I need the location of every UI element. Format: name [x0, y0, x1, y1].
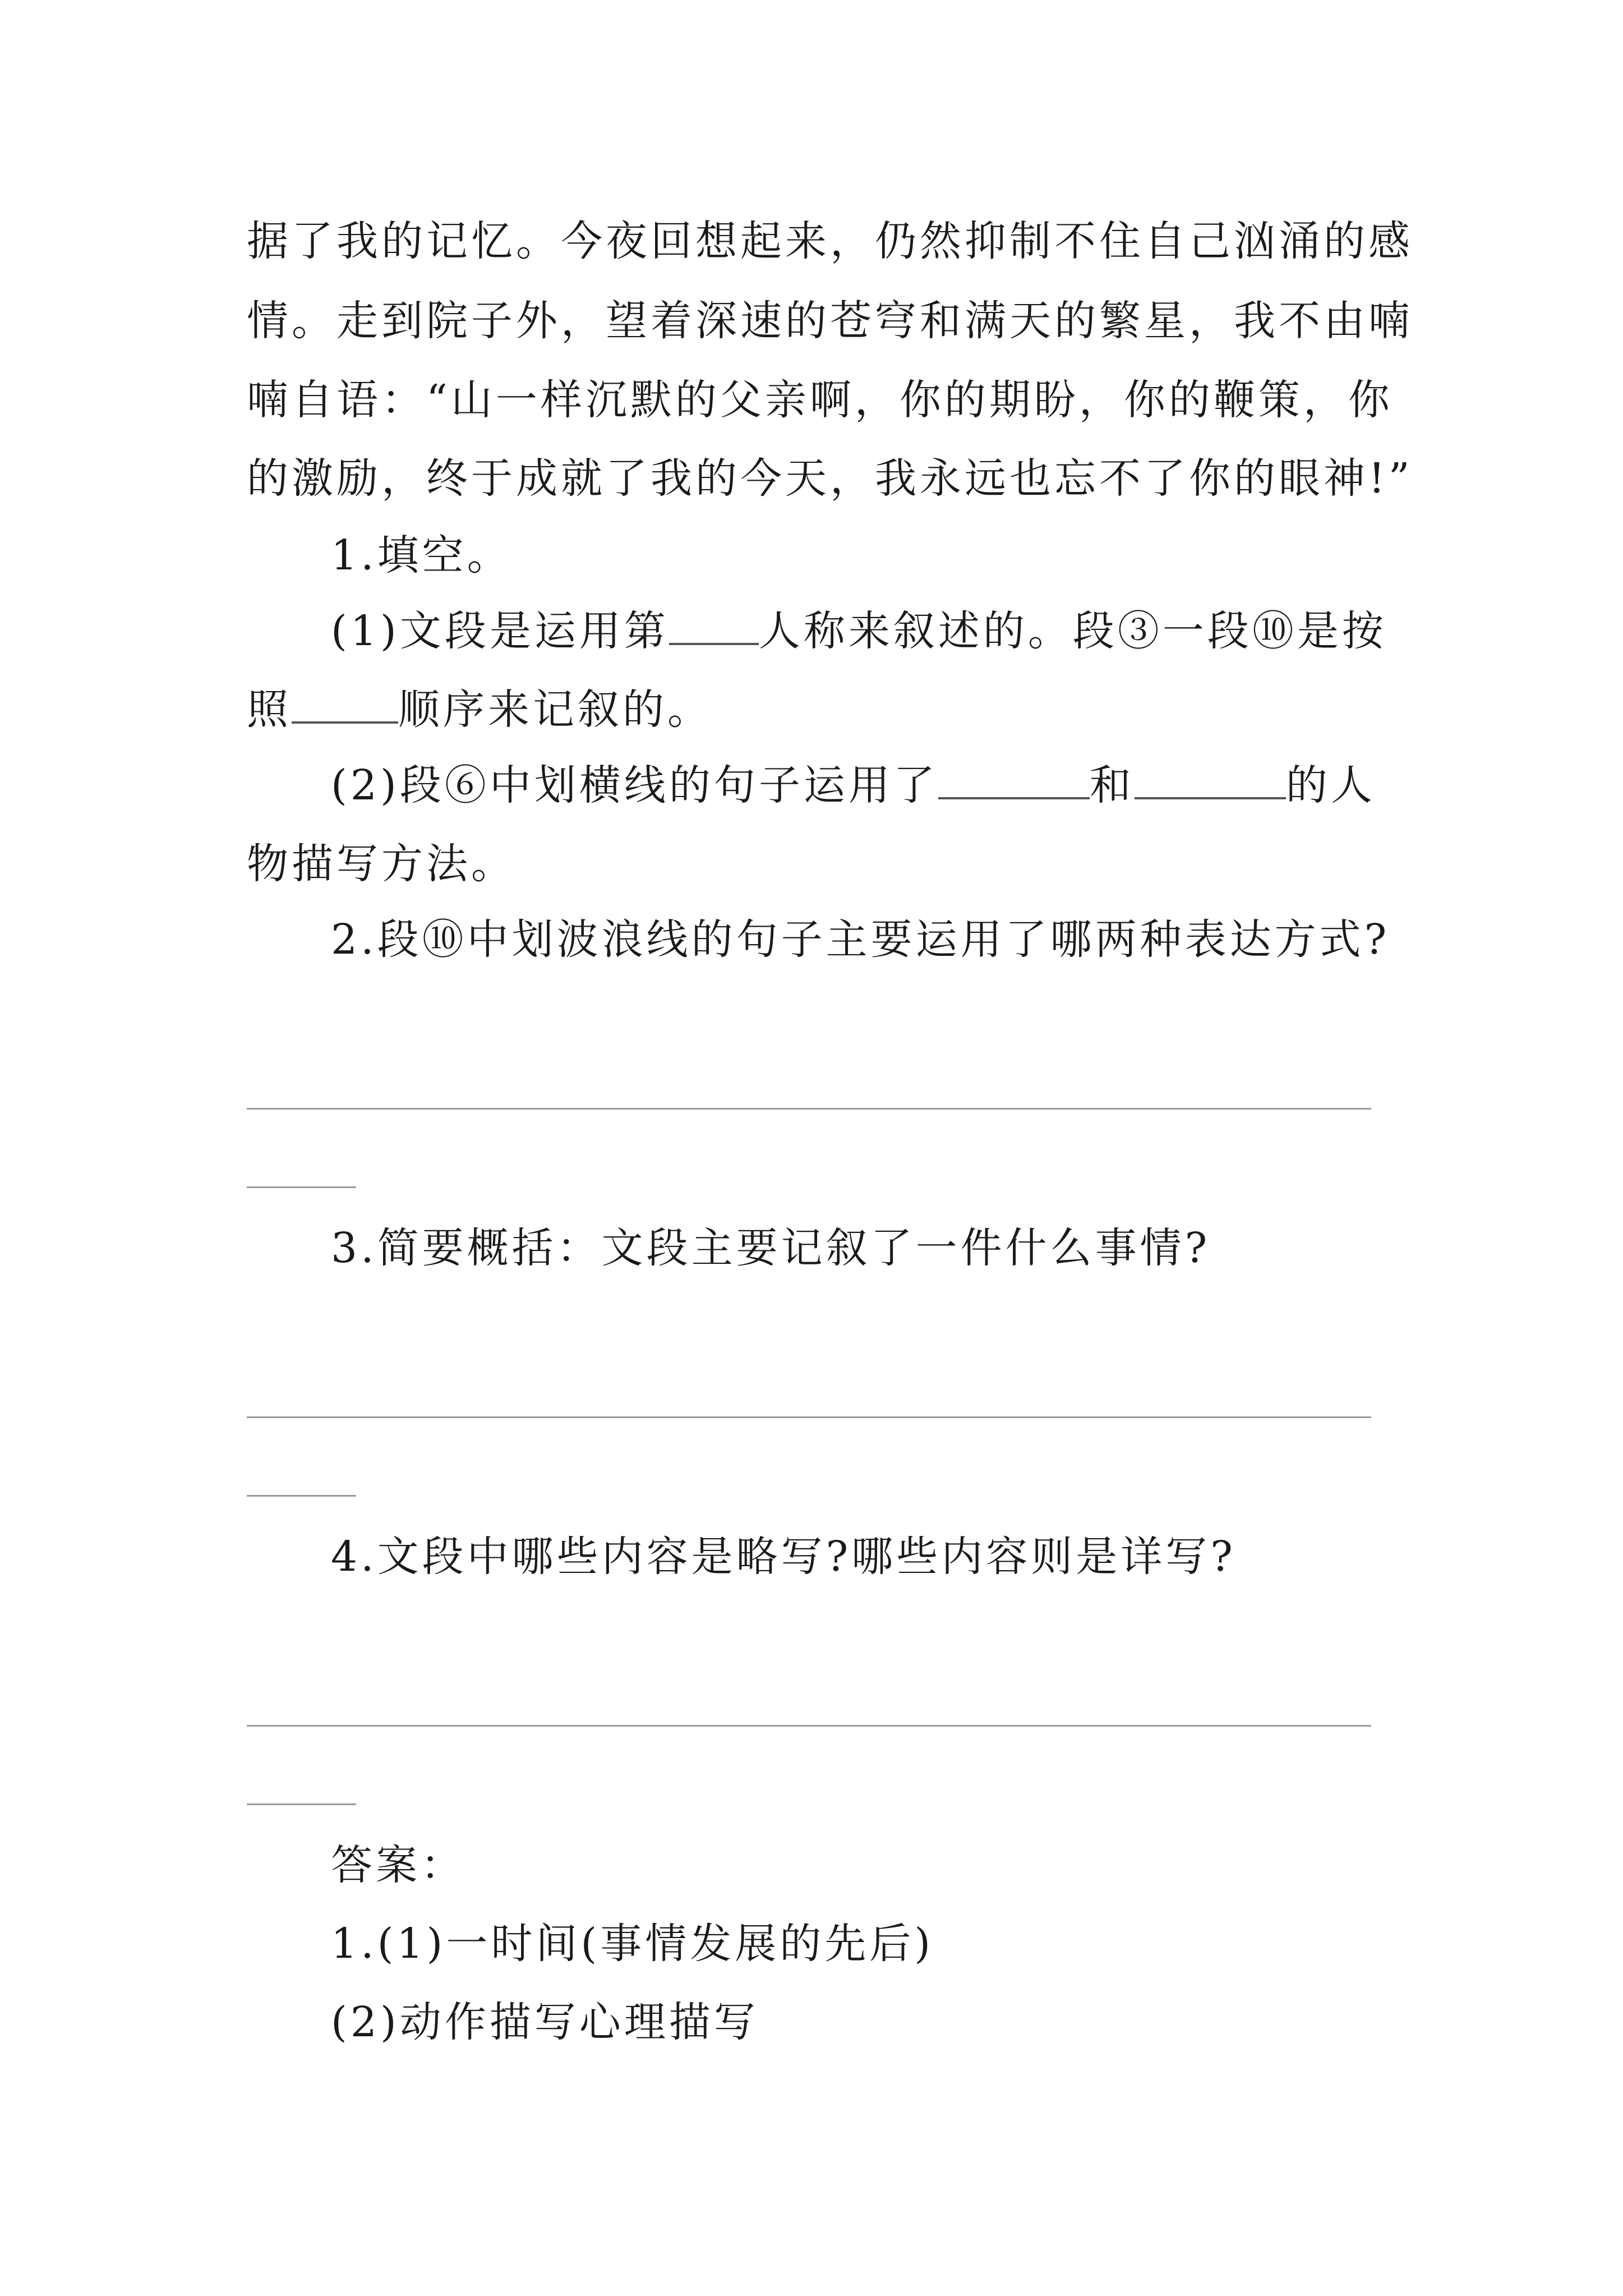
answer-line-q4-1[interactable] [247, 1725, 1371, 1727]
answer-line-q2-1[interactable] [247, 1108, 1371, 1110]
description-blank-2[interactable] [1135, 762, 1286, 799]
question-1-part-1 [331, 606, 1387, 656]
question-1-part-2-text-c: 的人 [1285, 761, 1376, 809]
question-1-part-1-text-a: (1)文段是运用第 [331, 607, 669, 655]
answer-line-q4-2[interactable] [247, 1803, 356, 1805]
passage-line-4: 的激励，终于成就了我的今天，我永远也忘不了你的眼神!” [247, 454, 1413, 503]
question-3: 3.简要概括：文段主要记叙了一件什么事情? [331, 1224, 1211, 1272]
answer-line-q3-1[interactable] [247, 1416, 1371, 1418]
answer-1-1: 1.(1)一时间(事情发展的先后) [331, 1920, 934, 1968]
passage-line-3: 喃自语：“山一样沉默的父亲啊，你的期盼，你的鞭策，你 [247, 376, 1393, 424]
description-blank-1[interactable] [938, 762, 1090, 799]
answer-line-q2-2[interactable] [247, 1186, 356, 1188]
question-4: 4.文段中哪些内容是略写?哪些内容则是详写? [331, 1533, 1236, 1581]
question-1-part-1-text-b: 人称来叙述的。段③一段⑩是按 [758, 607, 1387, 655]
passage-line-1: 据了我的记忆。今夜回想起来，仍然抑制不住自己汹涌的感 [247, 217, 1413, 265]
person-blank[interactable] [669, 608, 759, 645]
question-1-part-2-text-b: 和 [1089, 761, 1135, 809]
answers-heading: 答案： [331, 1841, 465, 1889]
answer-line-q3-2[interactable] [247, 1495, 356, 1497]
question-2: 2.段⑩中划波浪线的句子主要运用了哪两种表达方式? [331, 915, 1390, 964]
question-1-part-1-text-c: 照 [247, 685, 292, 734]
question-1-part-2-text-a: (2)段⑥中划横线的句子运用了 [331, 761, 938, 809]
question-1-title: 1.填空。 [331, 531, 512, 579]
passage-line-2: 情。走到院子外，望着深速的苍穹和满天的繁星，我不由喃 [247, 297, 1413, 345]
order-blank[interactable] [292, 687, 398, 724]
question-1-part-1-cont [247, 684, 712, 735]
answer-1-2: (2)动作描写心理描写 [331, 1998, 759, 2046]
question-1-part-1-text-d: 顺序来记叙的。 [398, 685, 712, 734]
question-1-part-2 [331, 760, 1376, 811]
question-1-part-2-cont: 物描写方法。 [247, 840, 516, 888]
